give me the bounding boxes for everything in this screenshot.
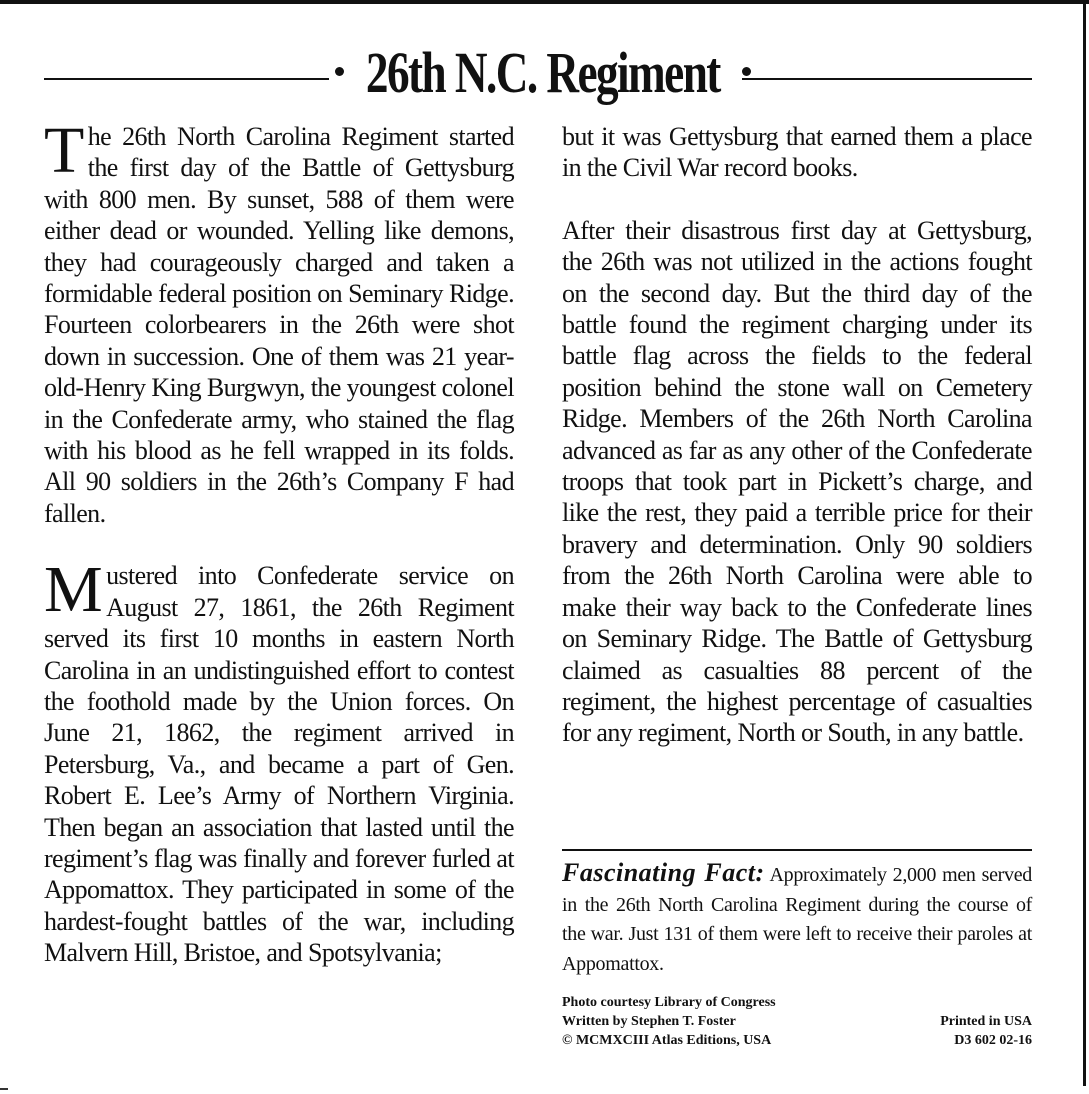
fact-label: Fascinating Fact:	[562, 858, 765, 887]
paragraph-third-day: After their disastrous first day at Gettysburg, the 26th was not utilized in the actions fought on the second day. But the third day of the battle found the regiment charging under its battle flag across the fields to the federal position behind the stone wall on Cemetery Ridge. Members of the 26th North Carolina advanced as far as any other of the Confederate troops that took part in Pickett’s charge, and like the rest, they paid a terrible price for their bravery and determination. Only 90 soldiers from the 26th North Carolina were able to make their way back to the Confederate lines on Seminary Ridge. The Battle of Gettysburg claimed as casualties 88 percent of the regiment, the highest percentage of casualties for any regiment, North or South, in any battle.	[562, 215, 1032, 748]
paragraph-record-books: but it was Gettysburg that earned them a place in the Civil War record books.	[562, 122, 1032, 183]
credits-left	[562, 993, 776, 1050]
fascinating-fact	[562, 858, 1032, 979]
title-wrap	[329, 38, 742, 108]
paragraph-mustered	[44, 553, 514, 968]
paragraph-first-day	[44, 114, 514, 529]
title-bullet-left	[335, 67, 344, 76]
drop-cap-m: M	[44, 553, 103, 627]
header-rule-right	[742, 78, 1032, 80]
drop-cap-t: T	[44, 114, 84, 187]
printed-in: Printed in USA	[940, 1014, 1032, 1029]
photo-credit: Photo courtesy Library of Congress	[562, 995, 776, 1010]
corner-mark	[0, 1088, 8, 1090]
author-credit: Written by Stephen T. Foster	[562, 1014, 736, 1029]
fact-text: Approximately 2,000 men served in the 26th North Carolina Regiment during the course of the war. Just 131 of them were left to receive their paroles at Appomattox.	[562, 864, 1032, 975]
credits-right	[940, 1012, 1032, 1050]
paragraph-first-day-text: he 26th North Carolina Regiment started the first day of the Battle of Gettysburg with 800 men. By sunset, 588 of them were either dead or wounded. Yelling like demons, they had courageously charged and taken a formidable federal position on Seminary Ridge. Fourteen colorbearers in the 26th were shot down in succession. One of them was 21 year-old-Henry King Burgwyn, the youngest colonel in the Confederate army, who stained the flag with his blood as he fell wrapped in its folds. All 90 soldiers in the 26th’s Company F had fallen.	[44, 122, 514, 528]
paragraph-mustered-text: ustered into Confederate service on August 27, 1861, the 26th Regiment served its first 10 months in eastern North Carolina in an undistinguished effort to contest the foothold made by the Union forces. On June 21, 1862, the regiment arrived in Petersburg, Va., and became a part of Gen. Robert E. Lee’s Army of Northern Virginia. Then began an association that lasted until the regiment’s flag was finally and forever furled at Appomattox. They participated in some of the hardest-fought battles of the war, including Malvern Hill, Bristoe, and Spotsylvania;	[44, 561, 514, 968]
fact-divider	[562, 849, 1032, 851]
right-border	[1083, 0, 1086, 1086]
title-bullet-right	[742, 67, 751, 76]
top-border	[0, 0, 1089, 4]
left-column	[44, 114, 514, 969]
header-rule-left	[44, 78, 329, 80]
product-code: D3 602 02-16	[954, 1033, 1032, 1048]
page-header	[44, 38, 1032, 108]
copyright-line: © MCMXCIII Atlas Editions, USA	[562, 1033, 772, 1048]
page-title: 26th N.C. Regiment	[365, 40, 720, 105]
right-column	[562, 121, 1032, 749]
